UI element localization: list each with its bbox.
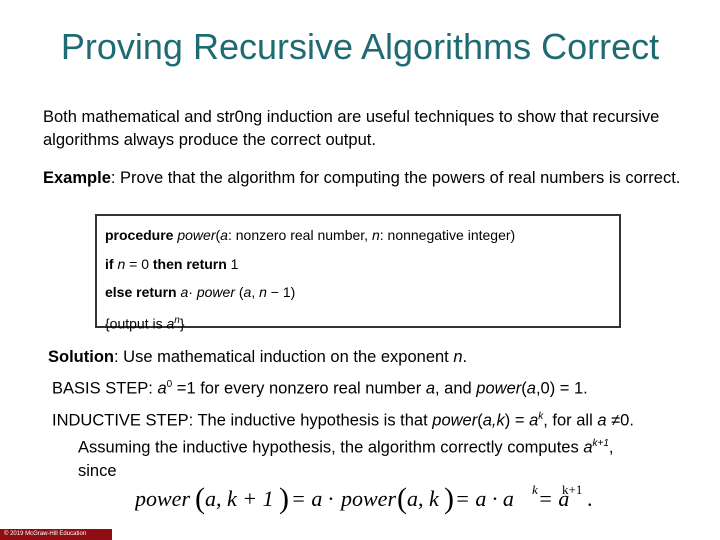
- procedure-text: (: [215, 227, 221, 243]
- procedure-text: (: [234, 284, 244, 300]
- inductive-step-line: INDUCTIVE STEP: The inductive hypothesis is that power(a,k) = $a^k$, for all a ≠0.: [52, 410, 634, 429]
- formula-sup-k: k: [532, 482, 538, 497]
- solution-line: Solution: Use mathematical induction on the exponent n.: [48, 348, 468, 366]
- procedure-var-a: a: [220, 227, 228, 243]
- recursion-formula: [135, 478, 595, 518]
- formula-period: .: [587, 486, 593, 511]
- procedure-var-a: a: [166, 315, 175, 332]
- procedure-var-n: n: [117, 255, 126, 272]
- basis-step-line: BASIS STEP: $a^0 =1$ for every nonzero real number a, and power(a,0) = 1.: [52, 379, 588, 398]
- formula-arg-2: a, k: [407, 486, 439, 511]
- procedure-box: [95, 214, 621, 332]
- else-return-keyword: else return: [105, 284, 181, 300]
- formula-arg-1: a, k + 1: [205, 486, 274, 511]
- formula-power-1: power: [135, 486, 190, 511]
- example-paragraph: [43, 167, 693, 190]
- procedure-line-3: [105, 278, 611, 307]
- procedure-text: }: [179, 315, 185, 332]
- formula-paren: ): [444, 482, 454, 515]
- procedure-name: power: [196, 284, 235, 300]
- formula-paren: (: [195, 482, 205, 515]
- procedure-text: ,: [251, 284, 260, 300]
- example-label: Example: [43, 169, 111, 187]
- formula-eq-2: = a · a: [455, 486, 514, 511]
- procedure-var-a: a: [180, 284, 189, 300]
- inductive-assumption: Assuming the inductive hypothesis, the algorithm correctly computes $a^{k+1}$, since: [78, 438, 614, 480]
- procedure-text: : nonnegative integer): [379, 227, 516, 243]
- procedure-name: power: [177, 227, 216, 243]
- formula-power-2: power: [341, 486, 396, 511]
- procedure-text: ·: [188, 284, 197, 300]
- formula-sup-k1: k+1: [562, 482, 583, 497]
- procedure-text: − 1): [266, 284, 296, 300]
- solution-label: Solution: [48, 348, 114, 366]
- formula-eq-1: = a ·: [291, 486, 334, 511]
- procedure-text: = 0: [125, 255, 153, 272]
- then-return-keyword: then return: [152, 255, 227, 272]
- example-text: : Prove that the algorithm for computing the powers of real numbers is correct.: [110, 169, 681, 187]
- procedure-keyword: procedure: [105, 227, 178, 243]
- formula-eq-3: = a: [538, 486, 570, 511]
- procedure-text: {output is: [105, 315, 167, 332]
- intro-paragraph: Both mathematical and str0ng induction are useful techniques to show that recursive algorithms always produce the correct output.: [43, 108, 660, 149]
- procedure-sup: n: [174, 314, 180, 326]
- procedure-var-n: n: [371, 227, 380, 243]
- procedure-line-4: [105, 307, 611, 338]
- procedure-text: : nonzero real number,: [227, 227, 372, 243]
- solution-block: [48, 346, 708, 483]
- formula-paren: (: [397, 482, 407, 515]
- procedure-var-a: a: [243, 284, 252, 300]
- procedure-var-n: n: [259, 284, 267, 300]
- copyright-footer: © 2019 McGraw-Hill Education: [0, 529, 112, 540]
- formula-paren: ): [279, 482, 289, 515]
- if-keyword: if: [105, 255, 118, 272]
- procedure-line-2: [105, 250, 611, 279]
- slide-title: Proving Recursive Algorithms Correct: [60, 26, 660, 67]
- procedure-text: 1: [226, 255, 239, 272]
- procedure-line-1: [105, 221, 611, 250]
